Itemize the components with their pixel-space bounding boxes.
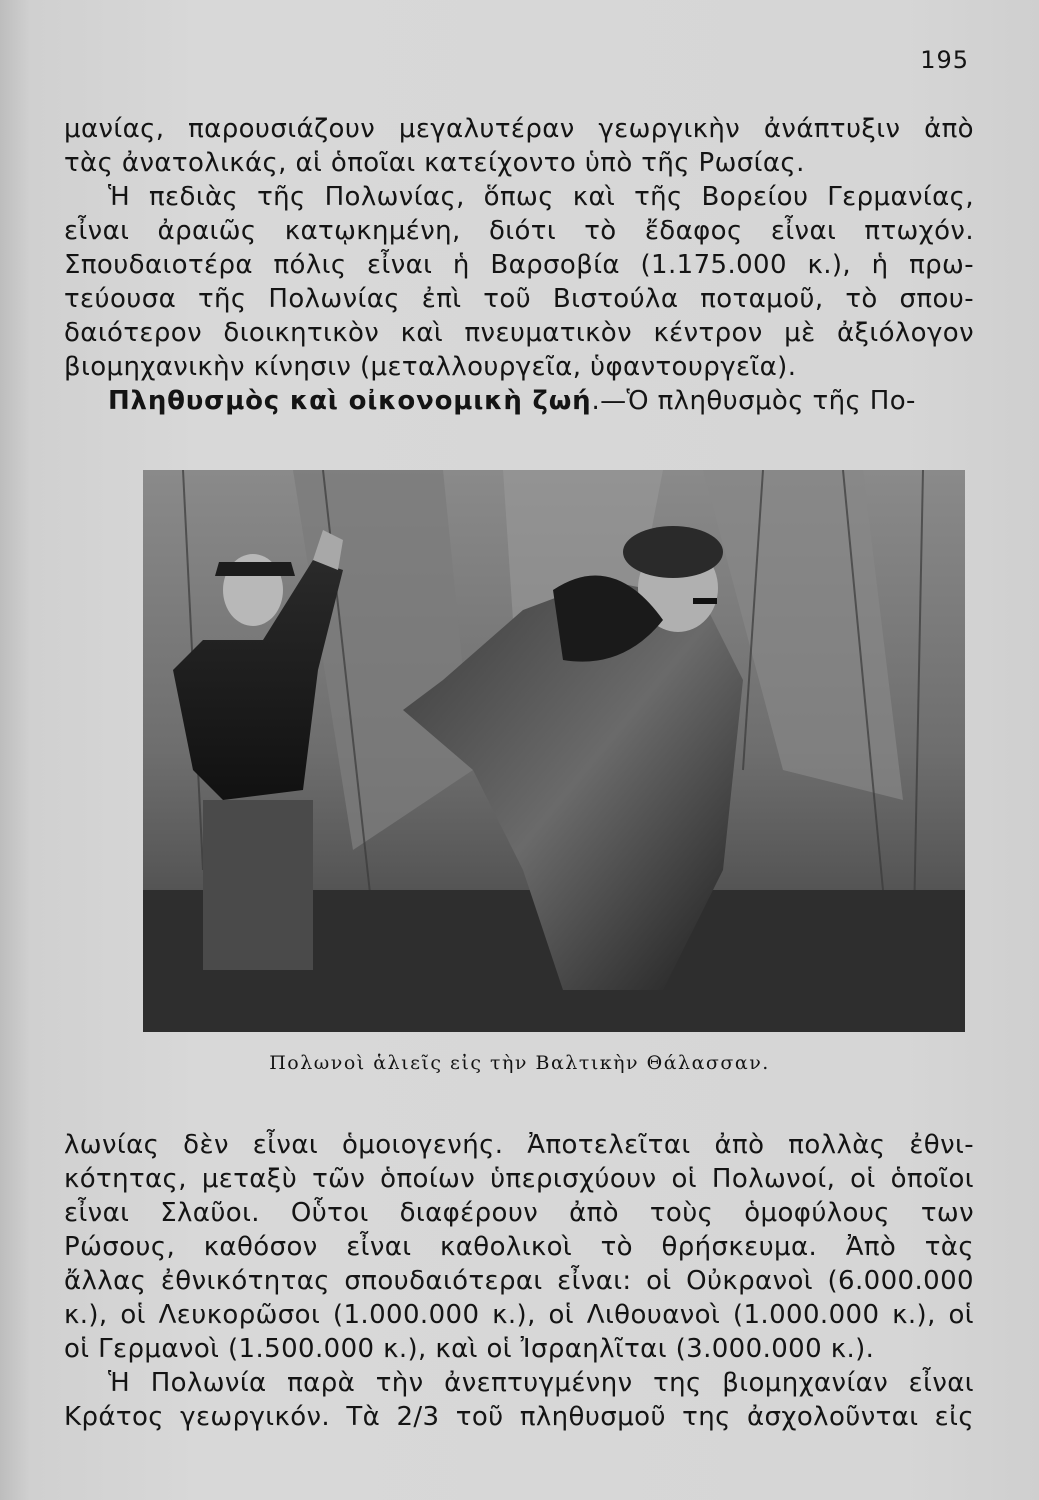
- figure-caption: Πολωνοὶ ἁλιεῖς εἰς τὴν Βαλτικὴν Θάλασσαν.: [269, 1052, 770, 1074]
- text-line: λωνίας δὲν εἶναι ὁμοιογενής. Ἀποτελεῖται ἀπὸ πολλὰς ἐθνι-: [64, 1130, 974, 1160]
- text-line: οἱ Γερμανοὶ (1.500.000 κ.), καὶ οἱ Ἰσραηλῖται (3.000.000 κ.).: [64, 1334, 875, 1364]
- text-line: κότητας, μεταξὺ τῶν ὁποίων ὑπερισχύουν οἱ Πολωνοί, οἱ ὁποῖοι: [64, 1164, 974, 1194]
- text-line: τεύουσα τῆς Πολωνίας ἐπὶ τοῦ Βιστούλα ποταμοῦ, τὸ σπου-: [64, 284, 974, 314]
- fishermen-photo: [143, 470, 965, 1032]
- text-line: δαιότερον διοικητικὸν καὶ πνευματικὸν κέντρον μὲ ἀξιόλογον: [64, 318, 974, 348]
- text-line: ἄλλας ἐθνικότητας σπουδαιότεραι εἶναι: οἱ Οὐκρανοὶ (6.000.000: [64, 1266, 974, 1296]
- section-heading: Πληθυσμὸς καὶ οἰκονομικὴ ζωή: [108, 386, 592, 416]
- text-line: εἶναι Σλαῦοι. Οὗτοι διαφέρουν ἀπὸ τοὺς ὁμοφύλους των: [64, 1198, 974, 1228]
- photo-illustration: [143, 470, 965, 1032]
- text-line: μανίας, παρουσιάζουν μεγαλυτέραν γεωργικὴν ἀνάπτυξιν ἀπὸ: [64, 114, 974, 144]
- page-number: 195: [920, 46, 969, 74]
- text-line: εἶναι ἀραιῶς κατῳκημένη, διότι τὸ ἔδαφος εἶναι πτωχόν.: [64, 216, 974, 246]
- section-lead: .—Ὁ πληθυσμὸς τῆς Πο-: [591, 386, 916, 416]
- bottom-paragraph: [64, 1128, 974, 1434]
- section-heading-line: [64, 384, 974, 418]
- text-line: τὰς ἀνατολικάς, αἱ ὁποῖαι κατείχοντο ὑπὸ τῆς Ρωσίας.: [64, 148, 805, 178]
- text-line: Σπουδαιοτέρα πόλις εἶναι ἡ Βαρσοβία (1.175.000 κ.), ἡ πρω-: [64, 250, 974, 280]
- text-line: Ρώσους, καθόσον εἶναι καθολικοὶ τὸ θρήσκευμα. Ἀπὸ τὰς: [64, 1232, 974, 1262]
- text-line: Ἡ Πολωνία παρὰ τὴν ἀνεπτυγμένην της βιομηχανίαν εἶναι: [108, 1368, 974, 1398]
- text-line: Κράτος γεωργικόν. Τὰ 2/3 τοῦ πληθυσμοῦ της ἀσχολοῦνται εἰς: [64, 1402, 974, 1432]
- text-line: βιομηχανικὴν κίνησιν (μεταλλουργεῖα, ὑφαντουργεῖα).: [64, 352, 797, 382]
- text-line: κ.), οἱ Λευκορῶσοι (1.000.000 κ.), οἱ Λιθουανοὶ (1.000.000 κ.), οἱ: [64, 1300, 974, 1330]
- text-line: Ἡ πεδιὰς τῆς Πολωνίας, ὅπως καὶ τῆς Βορείου Γερμανίας,: [108, 182, 974, 212]
- top-paragraph: [64, 112, 974, 418]
